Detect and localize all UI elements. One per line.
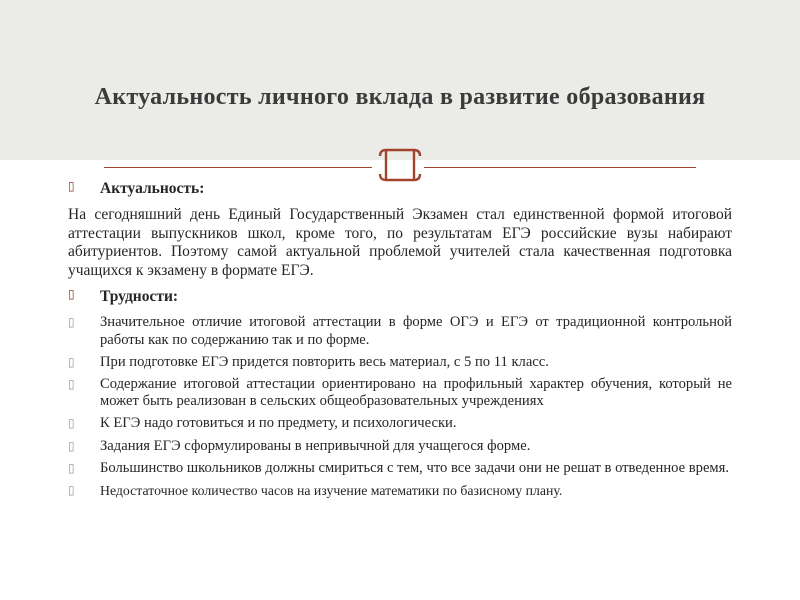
relevance-paragraph: На сегодняшний день Единый Государственный Экзамен стал единственной формой итоговой аттестации выпускников школ, кроме того, по результатам ЕГЭ российские вузы набирают абитуриентов. Поэтому самой актуальной проблемой учителей стала качественная подготовка учащихся к экзамену в формате ЕГЭ. [68,206,732,279]
list-item-text: Содержание итоговой аттестации ориентировано на профильный характер обучения, который не может быть реализован в сельских общеобразовательных учреждениях [100,375,732,410]
list-item [68,415,732,437]
section-heading-relevance [68,178,732,200]
list-item-text: При подготовке ЕГЭ придется повторить весь материал, с 5 по 11 класс. [100,353,549,370]
solid-bullet-icon: ▯ [68,179,75,193]
header-band [0,0,800,160]
hollow-bullet-icon: ▯ [68,416,75,431]
relevance-heading: Актуальность: [100,180,205,197]
list-item-text: Большинство школьников должны смириться с тем, что все задачи они не решат в отведенное время. [100,459,730,476]
hollow-bullet-icon: ▯ [68,438,75,453]
solid-bullet-icon: ▯ [68,287,75,302]
list-item [68,482,732,504]
list-item-text: Значительное отличие итоговой аттестации в форме ОГЭ и ЕГЭ от традиционной контрольной работы как по содержанию так и по форме. [100,314,732,348]
slide-title: Актуальность личного вклада в развитие образования [94,84,706,110]
hollow-bullet-icon: ▯ [68,315,75,330]
list-item [68,460,732,482]
hollow-bullet-icon: ▯ [68,483,75,497]
hollow-bullet-icon: ▯ [68,354,75,369]
divider-right [424,167,696,168]
divider-left [104,167,372,168]
list-item-text: Задания ЕГЭ сформулированы в непривычной для учащегося форме. [100,437,531,454]
list-item [68,438,732,460]
list-item [68,354,732,376]
hollow-bullet-icon: ▯ [68,376,75,391]
slide-content [68,178,732,504]
list-item-text: К ЕГЭ надо готовиться и по предмету, и психологически. [100,415,457,432]
difficulties-heading: Трудности: [100,288,179,306]
list-item [68,376,732,415]
section-heading-difficulties [68,286,732,308]
list-item [68,314,732,353]
hollow-bullet-icon: ▯ [68,460,75,475]
list-item-text: Недостаточное количество часов на изучение математики по базисному плану. [100,483,563,498]
